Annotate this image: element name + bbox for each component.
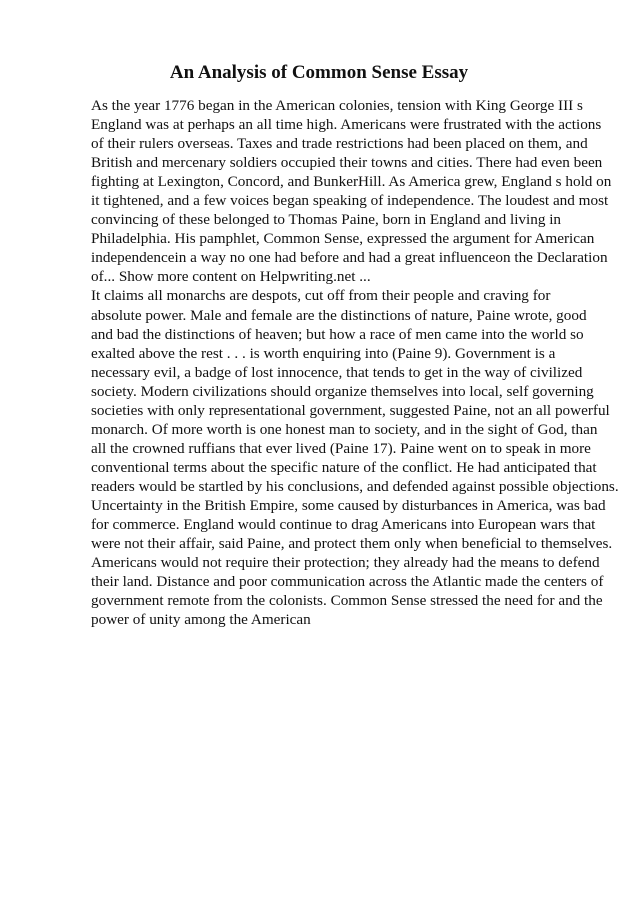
body-line: for commerce. England would continue to drag Americans into European wars that <box>91 516 596 534</box>
document-body <box>91 96 619 629</box>
body-line: It claims all monarchs are despots, cut off from their people and craving for <box>91 287 551 305</box>
body-line: necessary evil, a badge of lost innocence, that tends to get in the way of civilized <box>91 363 583 381</box>
body-line: exalted above the rest . . . is worth enquiring into (Paine 9). Government is a <box>91 344 556 362</box>
body-line: all the crowned ruffians that ever lived (Paine 17). Paine went on to speak in more <box>91 439 591 457</box>
body-line: society. Modern civilizations should organize themselves into local, self governing <box>91 382 594 400</box>
body-line: power of unity among the American <box>91 611 311 629</box>
body-line: government remote from the colonists. Common Sense stressed the need for and the <box>91 592 603 610</box>
body-line: monarch. Of more worth is one honest man to society, and in the sight of God, than <box>91 420 598 438</box>
document-title: An Analysis of Common Sense Essay <box>169 62 469 83</box>
body-line: As the year 1776 began in the American colonies, tension with King George III s <box>91 97 583 114</box>
body-line: Uncertainty in the British Empire, some caused by disturbances in America, was bad <box>91 496 606 514</box>
body-line: their land. Distance and poor communication across the Atlantic made the centers of <box>91 573 604 591</box>
body-line: convincing of these belonged to Thomas Paine, born in England and living in <box>91 211 562 229</box>
body-line: England was at perhaps an all time high. Americans were frustrated with the actions <box>91 116 602 134</box>
body-line: were not their affair, said Paine, and protect them only when beneficial to themselves. <box>91 535 613 553</box>
body-line: Americans would not require their protection; they already had the means to defend <box>91 554 600 572</box>
body-line: independencein a way no one had before and had a great influenceon the Declaration <box>91 249 608 267</box>
body-line: and bad the distinctions of heaven; but how a race of men came into the world so <box>91 325 584 343</box>
body-line: conventional terms about the specific nature of the conflict. He had anticipated that <box>91 458 597 476</box>
body-line: of their rulers overseas. Taxes and trade restrictions had been placed on them, and <box>91 135 588 153</box>
body-line: British and mercenary soldiers occupied their towns and cities. There had even been <box>91 154 603 172</box>
body-line: societies with only representational government, suggested Paine, not an all powerful <box>91 401 610 419</box>
body-line: Philadelphia. His pamphlet, Common Sense, expressed the argument for American <box>91 230 595 248</box>
body-line: it tightened, and a few voices began speaking of independence. The loudest and most <box>91 192 609 210</box>
body-line: absolute power. Male and female are the distinctions of nature, Paine wrote, good <box>91 306 587 324</box>
body-line: of... Show more content on Helpwriting.net ... <box>91 268 371 286</box>
body-line: fighting at Lexington, Concord, and BunkerHill. As America grew, England s hold on <box>91 173 612 191</box>
body-line: readers would be startled by his conclusions, and defended against possible objections. <box>91 477 619 495</box>
